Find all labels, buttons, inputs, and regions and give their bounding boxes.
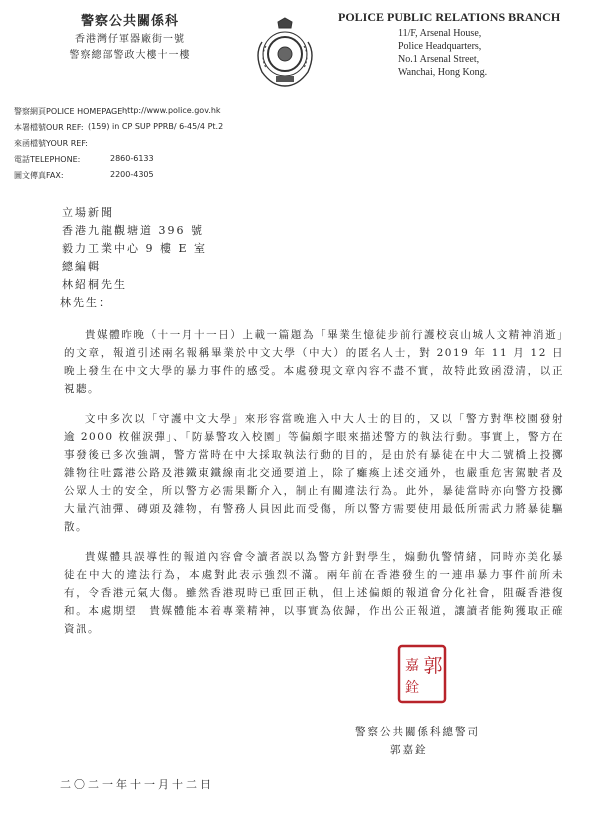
reference-value: 2200-4305 — [110, 170, 154, 179]
red-name-seal — [397, 644, 447, 704]
recipient-line: 林紹桐先生 — [62, 278, 127, 291]
body-paragraph — [64, 326, 564, 398]
signature-position: 警察公共關係科總警司 — [355, 726, 480, 738]
salutation: 林先生： — [60, 296, 112, 309]
letterhead-english-address-line: Police Headquarters, — [398, 41, 482, 52]
reference-value: (159) in CP SUP PPRB/ 6-45/4 Pt.2 — [88, 122, 224, 131]
letterhead-english-address-line: 11/F, Arsenal House, — [398, 28, 482, 39]
letterhead-chinese-address-line: 警察總部警政大樓十一樓 — [69, 50, 191, 61]
recipient-line: 總編輯 — [62, 260, 101, 273]
letterhead-english-title: POLICE PUBLIC RELATIONS BRANCH — [338, 10, 561, 24]
reference-your-ref — [14, 138, 88, 149]
recipient-line: 香港九龍觀塘道 396 號 — [62, 224, 204, 237]
svg-text:郭: 郭 — [423, 655, 443, 677]
svg-text:嘉: 嘉 — [405, 658, 419, 674]
reference-label: 警察網頁POLICE HOMEPAGE : — [14, 107, 128, 116]
letterhead-chinese-address-line: 香港灣仔軍器廠街一號 — [75, 34, 185, 45]
letterhead-english-address-line: No.1 Arsenal Street, — [398, 54, 480, 65]
paragraph-text: 文中多次以「守護中文大學」來形容當晚進入中大人士的目的，又以「警方對準校園發射逾 2000 枚催淚彈」、「防暴警攻入校園」等偏頗字眼來描述警方的執法行動。事實上，警方在事發後已多次強調，警方當時在中大採取執法行動的目的，是由於有暴徒在中大二號橋上投擲雜物往吐露港公路及港鐵東鐵線南北交通要道上，除了癱瘓上述交通外，也嚴重危害駕駛者及公眾人士的安全，所以警方必需果斷介入，制止有關違法行為。此外，暴徒當時亦向警方投擲大量汽油彈、磚頭及雜物，有警務人員因此而受傷，所以警方需要使用最低所需武力將暴徒驅散。 — [64, 413, 564, 533]
paragraph-text: 貴媒體昨晚（十一月十一日）上載一篇題為「畢業生憶徒步前行護校哀山城人文精神消逝」的文章，報道引述兩名報稱畢業於中文大學（中大）的匿名人士，對 2019 年 11 月 12 日晚上發生在中文大學的暴力事件的感受。本處發現文章內容不盡不實，故特此致函澄清，以正視聽。 — [64, 329, 564, 395]
svg-text:銓: 銓 — [405, 680, 419, 696]
signature-name: 郭嘉銓 — [390, 744, 428, 756]
paragraph-text: 貴媒體具誤導性的報道內容會令讀者誤以為警方針對學生，煽動仇警情緒，同時亦美化暴徒在中大的違法行為，本處對此表示強烈不滿。兩年前在香港發生的一連串暴力事件前所未有，令香港元氣大傷。雖然香港現時已重回正軌，但上述偏頗的報道會分化社會，阻礙香港復和。本處期望 貴媒體能本着專業精神，以事實為依歸，作出公正報道，讓讀者能夠獲取正確資訊。 — [64, 551, 564, 635]
reference-homepage — [14, 106, 221, 117]
reference-label: 本署檔號OUR REF: — [14, 123, 84, 132]
body-paragraph — [64, 410, 564, 536]
homepage-link[interactable]: http://www.police.gov.hk — [122, 106, 221, 115]
letterhead-english-address-line: Wanchai, Hong Kong. — [398, 67, 488, 78]
reference-our-ref — [14, 122, 224, 133]
recipient-line: 立場新聞 — [62, 206, 114, 219]
reference-label: 來函檔號YOUR REF: — [14, 139, 88, 148]
reference-value: 2860-6133 — [110, 154, 154, 163]
recipient-line: 毅力工業中心 9 樓 E 室 — [62, 242, 208, 255]
hong-kong-police-crest-icon — [248, 12, 322, 90]
reference-label: 圖文傳真FAX: — [14, 171, 64, 180]
reference-fax — [14, 170, 154, 181]
body-paragraph — [64, 548, 564, 638]
reference-label: 電話TELEPHONE: — [14, 155, 81, 164]
letter-date: 二〇二一年十一月十二日 — [60, 778, 214, 791]
letterhead-chinese-title: 警察公共關係科 — [80, 14, 179, 29]
reference-telephone — [14, 154, 154, 165]
